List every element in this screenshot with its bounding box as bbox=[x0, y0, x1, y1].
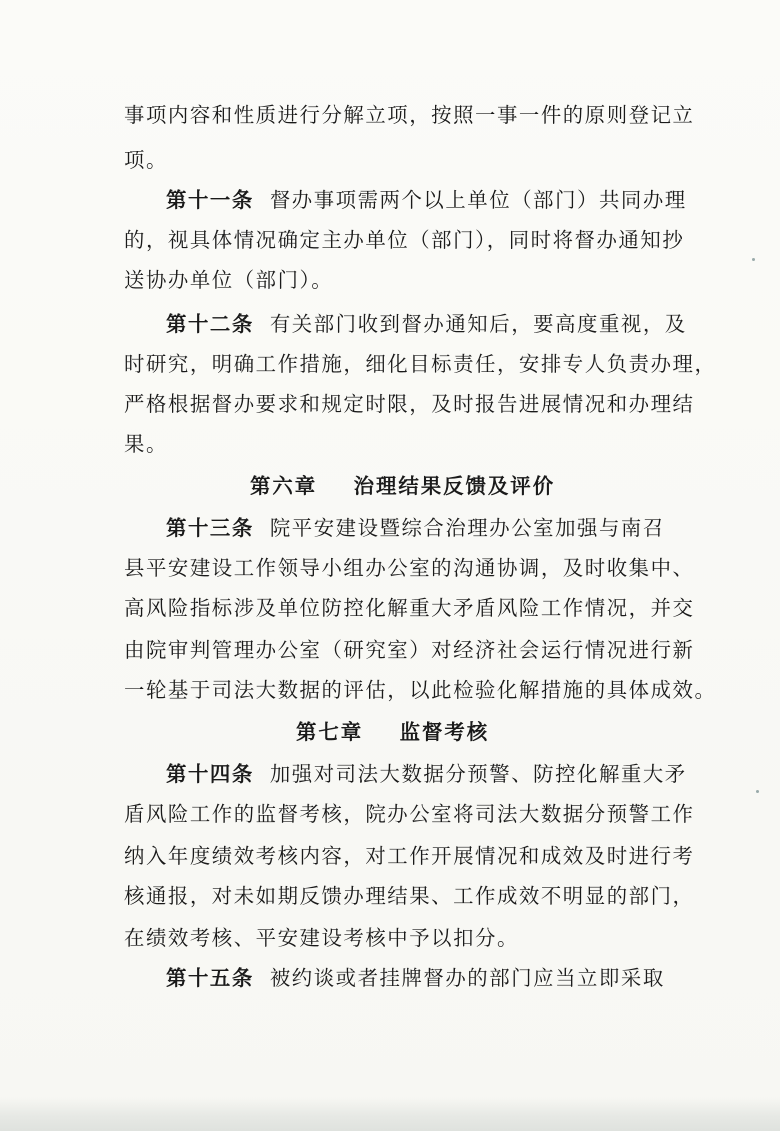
text-line: 事项内容和性质进行分解立项，按照一事一件的原则登记立 bbox=[124, 103, 695, 127]
text-line: 督办事项需两个以上单位（部门）共同办理 bbox=[269, 188, 687, 212]
text-line: 被约谈或者挂牌督办的部门应当立即采取 bbox=[269, 966, 665, 990]
text-line: 核通报，对未如期反馈办理结果、工作成效不明显的部门， bbox=[124, 884, 695, 908]
text-line: 送协办单位（部门）。 bbox=[124, 268, 334, 292]
chapter-title: 监督考核 bbox=[399, 720, 490, 744]
text-line: 一轮基于司法大数据的评估，以此检验化解措施的具体成效。 bbox=[124, 678, 717, 702]
article-number: 第十五条 bbox=[166, 966, 254, 990]
article-paragraph bbox=[166, 514, 665, 542]
scan-speck bbox=[752, 258, 755, 261]
text-line: 院平安建设暨综合治理办公室加强与南召 bbox=[269, 516, 665, 540]
article-number: 第十二条 bbox=[166, 312, 254, 336]
scan-edge-shadow bbox=[0, 1097, 780, 1131]
text-line: 纳入年度绩效考核内容，对工作开展情况和成效及时进行考 bbox=[124, 844, 695, 868]
text-line: 项。 bbox=[124, 148, 168, 172]
article-paragraph bbox=[166, 310, 687, 338]
chapter-number: 第六章 bbox=[250, 474, 318, 498]
article-number: 第十三条 bbox=[166, 516, 254, 540]
text-line: 果。 bbox=[124, 432, 168, 456]
text-line: 有关部门收到督办通知后，要高度重视，及 bbox=[269, 312, 687, 336]
text-line: 加强对司法大数据分预警、防控化解重大矛 bbox=[269, 762, 687, 786]
text-line: 严格根据督办要求和规定时限，及时报告进展情况和办理结 bbox=[124, 392, 695, 416]
chapter-number: 第七章 bbox=[296, 720, 364, 744]
chapter-title: 治理结果反馈及评价 bbox=[353, 474, 556, 498]
text-line: 在绩效考核、平安建设考核中予以扣分。 bbox=[124, 926, 519, 950]
chapter-heading bbox=[296, 718, 489, 746]
text-line: 由院审判管理办公室（研究室）对经济社会运行情况进行新 bbox=[124, 638, 695, 662]
text-line: 的，视具体情况确定主办单位（部门），同时将督办通知抄 bbox=[124, 228, 685, 252]
article-paragraph bbox=[166, 186, 687, 214]
article-paragraph bbox=[166, 760, 687, 788]
article-number: 第十一条 bbox=[166, 188, 254, 212]
chapter-heading bbox=[250, 472, 555, 500]
article-paragraph bbox=[166, 964, 665, 992]
text-line: 县平安建设工作领导小组办公室的沟通协调，及时收集中、 bbox=[124, 556, 695, 580]
text-line: 时研究，明确工作措施，细化目标责任，安排专人负责办理， bbox=[124, 352, 717, 376]
article-number: 第十四条 bbox=[166, 762, 254, 786]
text-line: 高风险指标涉及单位防控化解重大矛盾风险工作情况，并交 bbox=[124, 596, 695, 620]
scan-speck bbox=[756, 790, 759, 793]
text-line: 盾风险工作的监督考核，院办公室将司法大数据分预警工作 bbox=[124, 802, 695, 826]
